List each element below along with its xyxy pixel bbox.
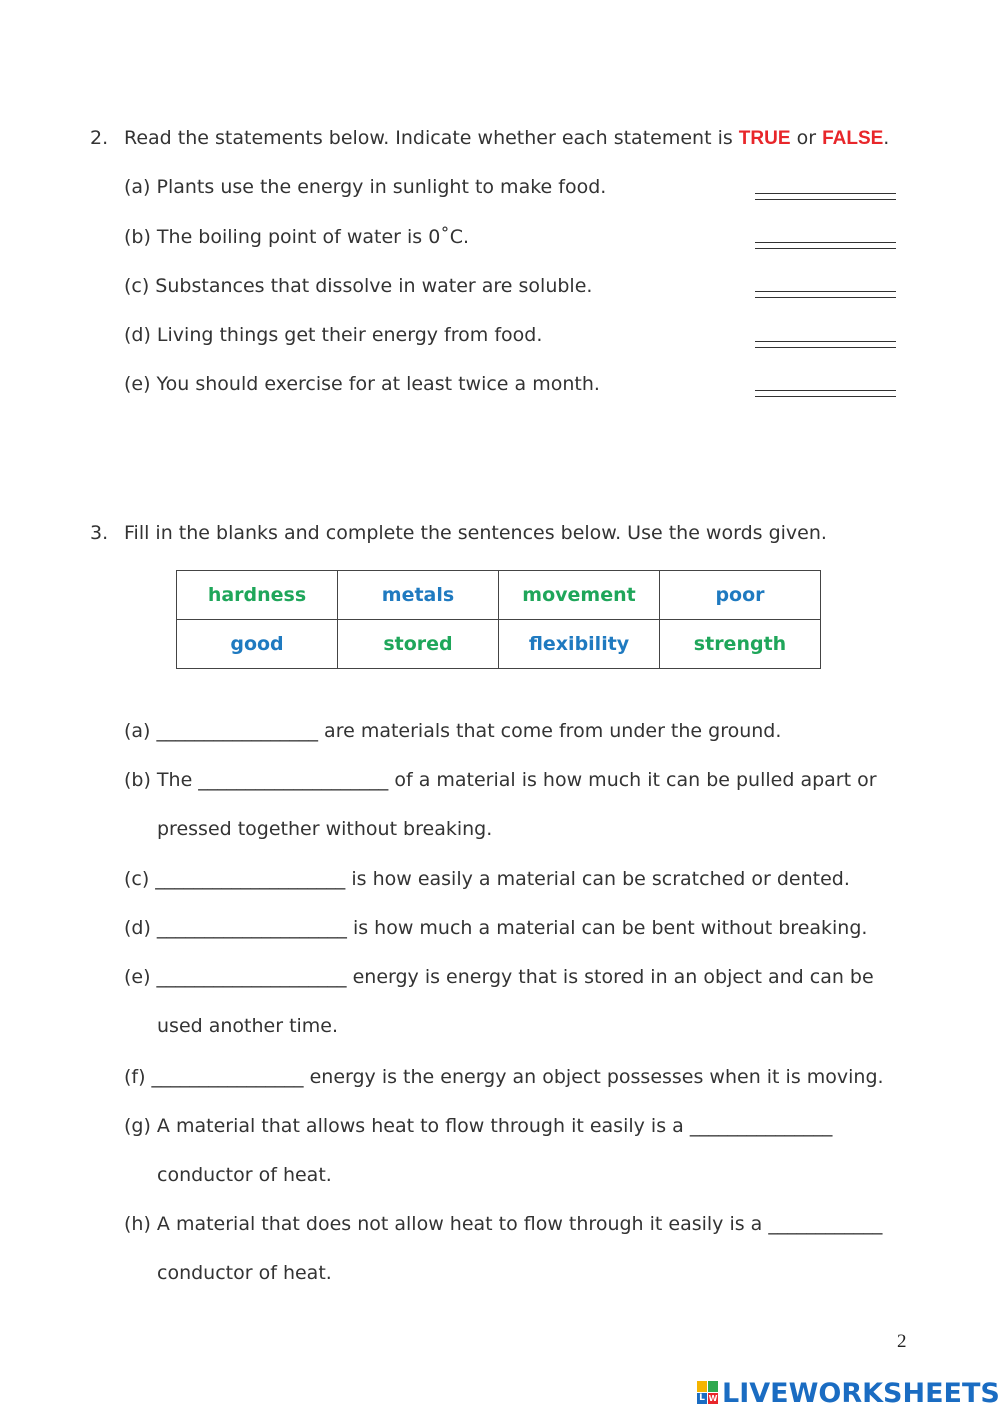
- statement-e: (e) You should exercise for at least twice a month.: [124, 373, 600, 395]
- word-bank-cell: metals: [338, 571, 499, 620]
- statement-c: (c) Substances that dissolve in water are soluble.: [124, 275, 593, 297]
- statement-b: (b) The boiling point of water is 0˚C.: [124, 226, 470, 248]
- sentence-e-line1: (e) ____________________ energy is energy that is stored in an object and can be: [124, 966, 874, 988]
- answer-blank-d[interactable]: [755, 341, 896, 348]
- answer-blank-a[interactable]: [755, 193, 896, 200]
- word-bank-cell: good: [177, 620, 338, 669]
- question-2-instruction: [124, 127, 889, 150]
- sentence-b-line1: (b) The ____________________ of a material is how much it can be pulled apart or: [124, 769, 877, 791]
- word-bank-cell: stored: [338, 620, 499, 669]
- word-bank-cell: flexibility: [499, 620, 660, 669]
- question-3-instruction: Fill in the blanks and complete the sentences below. Use the words given.: [124, 522, 827, 544]
- sentence-a: (a) _________________ are materials that come from under the ground.: [124, 720, 782, 742]
- answer-blank-b[interactable]: [755, 242, 896, 249]
- answer-blank-e[interactable]: [755, 390, 896, 397]
- sentence-h-line1: (h) A material that does not allow heat to flow through it easily is a ____________: [124, 1213, 883, 1235]
- sentence-c: (c) ____________________ is how easily a material can be scratched or dented.: [124, 868, 850, 890]
- sentence-g-line2: conductor of heat.: [157, 1164, 332, 1186]
- logo-letter-l: L: [697, 1393, 707, 1404]
- liveworksheets-brand: LIVEWORKSHEETS: [722, 1377, 1000, 1409]
- statement-d: (d) Living things get their energy from food.: [124, 324, 543, 346]
- sentence-h-line2: conductor of heat.: [157, 1262, 332, 1284]
- sentence-g-line1: (g) A material that allows heat to flow through it easily is a _______________: [124, 1115, 833, 1137]
- word-bank-cell: poor: [660, 571, 821, 620]
- question-3-number: 3.: [90, 522, 109, 544]
- question-2-number: 2.: [90, 127, 109, 149]
- false-word: FALSE: [822, 128, 884, 149]
- liveworksheets-logo-icon: [697, 1381, 719, 1405]
- answer-blank-c[interactable]: [755, 291, 896, 298]
- sentence-b-line2: pressed together without breaking.: [157, 818, 493, 840]
- liveworksheets-logo[interactable]: [697, 1378, 1000, 1408]
- word-bank-table: [176, 570, 821, 669]
- sentence-e-line2: used another time.: [157, 1015, 339, 1037]
- word-bank-cell: strength: [660, 620, 821, 669]
- sentence-f: (f) ________________ energy is the energy an object possesses when it is moving.: [124, 1066, 884, 1088]
- period: .: [883, 127, 890, 149]
- true-word: TRUE: [738, 128, 791, 149]
- page-number: 2: [897, 1331, 907, 1352]
- word-bank-row: [177, 571, 821, 620]
- instruction-text: Read the statements below. Indicate whether each statement is: [124, 127, 733, 149]
- word-bank-cell: hardness: [177, 571, 338, 620]
- or-word: or: [796, 127, 817, 149]
- sentence-d: (d) ____________________ is how much a material can be bent without breaking.: [124, 917, 868, 939]
- word-bank-row: [177, 620, 821, 669]
- word-bank-cell: movement: [499, 571, 660, 620]
- logo-letter-w: W: [708, 1394, 718, 1403]
- statement-a: (a) Plants use the energy in sunlight to make food.: [124, 176, 607, 198]
